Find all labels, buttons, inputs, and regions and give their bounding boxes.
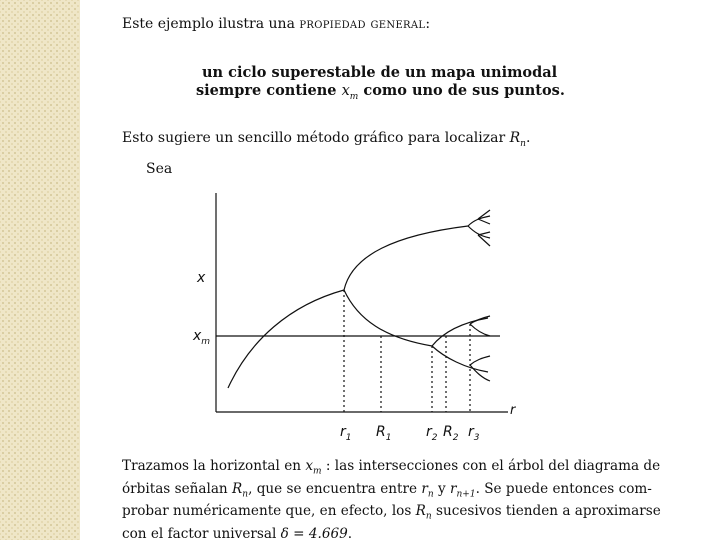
conclusion-l1-sub: m [313, 466, 322, 477]
conclusion-l3-b: sucesivos tienden a aproximarse [431, 503, 661, 520]
conclusion-l1-a: Trazamos la horizontal en [122, 458, 306, 474]
statement-line2-a: siempre contiene [196, 82, 342, 99]
conclusion-l3-sub: n [425, 512, 432, 523]
conclusion-l1-b: : las intersecciones con el árbol del diagrama de [321, 458, 661, 474]
conclusion-l4-delta: δ = 4.669 [280, 526, 348, 543]
figure-r-label: r [510, 403, 516, 418]
figure-r2-var: r [426, 424, 432, 440]
figure-R1-label [376, 424, 391, 443]
statement-line-1: un ciclo superestable de un mapa unimodal [202, 64, 558, 81]
figure-r1-var: r [340, 424, 346, 440]
figure-r1-sub: 1 [345, 432, 352, 443]
figure-r3-var: r [468, 424, 474, 440]
conclusion-l3-a: probar numéricamente que, en efecto, los [122, 503, 416, 520]
figure-x-label: x [197, 270, 206, 286]
figure-lower-branch [344, 290, 432, 346]
conclusion-l2-var3: r [449, 480, 457, 497]
suggest-text: Esto sugiere un sencillo método gráfico para localizar [122, 130, 510, 146]
conclusion-l2-sub3: n+1 [456, 489, 476, 500]
figure-R2-label [443, 424, 458, 443]
suggest-sub: n [520, 138, 526, 149]
conclusion-paragraph [122, 458, 661, 543]
figure-stem-branch [228, 290, 344, 388]
statement-line2-b: como uno de sus puntos. [358, 82, 565, 99]
figure-lower-fork-b [470, 324, 490, 336]
figure-R1-sub: 1 [385, 432, 392, 443]
figure-upper-fork-d [478, 219, 490, 224]
conclusion-l2-d: . Se puede entonces com- [475, 480, 652, 497]
conclusion-l2-sub2: n [427, 489, 434, 500]
conclusion-l1-var: x [305, 458, 313, 474]
conclusion-l2-c: y [433, 480, 450, 497]
figure-r3-label [468, 424, 480, 443]
conclusion-line-1 [122, 458, 661, 481]
figure-R2-var: R [443, 424, 453, 440]
conclusion-l4-b: . [347, 526, 353, 543]
conclusion-l2-var2: r [421, 480, 428, 497]
figure-R1-var: R [376, 424, 386, 440]
intro-suffix: : [425, 16, 431, 32]
figure-r2-sub: 2 [431, 432, 438, 443]
conclusion-line-4 [122, 526, 602, 543]
figure-xm-sub: m [201, 336, 211, 347]
conclusion-l3-var: R [415, 503, 426, 520]
figure-lower-fork-d [470, 365, 490, 381]
figure-xm-label [193, 328, 210, 347]
sea-label: Sea [146, 161, 173, 177]
figure-upper-branch [344, 226, 468, 290]
figure-r2-label [426, 424, 438, 443]
statement-xm-var: x [341, 83, 350, 99]
suggest-var: R [509, 130, 521, 146]
conclusion-l2-b: , que se encuentra entre [248, 480, 422, 497]
figure-lower-fork-c [470, 356, 490, 365]
intro-smallcaps: propiedad general [299, 16, 426, 32]
intro-prefix: Este ejemplo ilustra una [122, 16, 300, 32]
figure-R2-sub: 2 [452, 432, 459, 443]
conclusion-l2-var: R [232, 480, 243, 497]
conclusion-l2-sub: n [242, 489, 249, 500]
conclusion-l4-a: con el factor universal [122, 526, 281, 543]
conclusion-l2-a: órbitas señalan [122, 480, 233, 497]
figure-r1-label [340, 424, 352, 443]
suggest-end: . [525, 130, 531, 146]
conclusion-line-2 [122, 480, 652, 504]
conclusion-line-3 [122, 503, 661, 526]
statement-xm-sub: m [349, 91, 359, 102]
figure-r3-sub: 3 [473, 432, 480, 443]
figure-upper-fork-e [478, 232, 490, 235]
figure-xm-var: x [193, 328, 202, 344]
figure-upper-fork-a [468, 216, 490, 226]
